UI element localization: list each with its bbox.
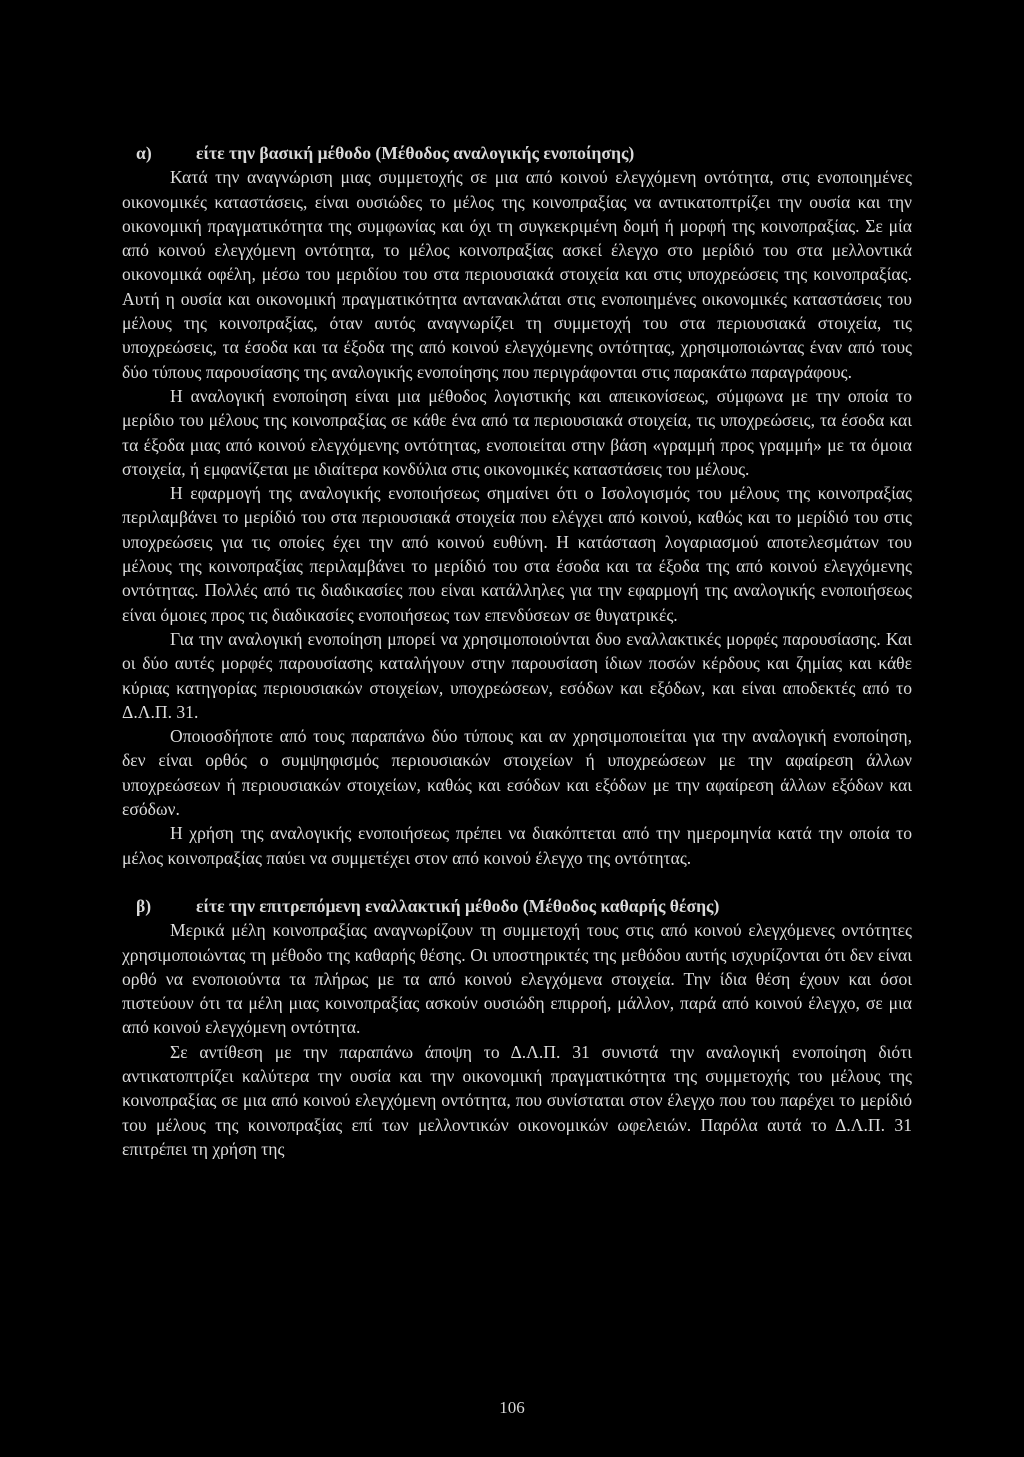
paragraph: Η αναλογική ενοποίηση είναι μια μέθοδος λογιστικής και απεικονίσεως, σύμφωνα με την οποία το μερίδιο του μέλους της κοινοπραξίας σε κάθε ένα από τα περιουσιακά στοιχεία, τις υποχρεώσεις, τα έσοδα και τα έξοδα μιας από κοινού ελεγχόμενης οντότητας, ενοποιείται στην βάση «γραμμή προς γραμμή» με τα όμοια στοιχεία, ή εμφανίζεται με ιδιαίτερα κονδύλια στις οικονομικές καταστάσεις του μέλους. xyxy=(122,385,912,479)
section-spacer xyxy=(122,870,912,894)
section-a-marker: α) xyxy=(136,143,152,163)
paragraph: Κατά την αναγνώριση μιας συμμετοχής σε μια από κοινού ελεγχόμενη οντότητα, στις ενοποιημένες οικονομικές καταστάσεις, είναι ουσιώδες το μέλος της κοινοπραξίας να αντικατοπτρίζει την ουσία και την οικονομική πραγματικότητα της συμφωνίας και όχι τη συγκεκριμένη δομή ή μορφή της κοινοπραξίας. Σε μία από κοινού ελεγχόμενη οντότητα, το μέλος κοινοπραξίας ασκεί έλεγχο στο μερίδιό του στα μελλοντικά οικονομικά οφέλη, μέσω του μεριδίου του στα περιουσιακά στοιχεία και στις υποχρεώσεις της κοινοπραξίας. Αυτή η ουσία και οικονομική πραγματικότητα αντανακλάται στις ενοποιημένες οικονομικές καταστάσεις του μέλους της κοινοπραξίας, όταν αυτός αναγνωρίζει τη συμμετοχή του στα περιουσιακά στοιχεία, τις υποχρεώσεις, τα έσοδα και τα έξοδα της από κοινού ελεγχόμενης οντότητας, χρησιμοποιώντας έναν από τους δύο τύπους παρουσίασης της αναλογικής ενοποίησης που περιγράφονται στις παρακάτω παραγράφους. xyxy=(122,167,912,382)
paragraph: Οποιοσδήποτε από τους παραπάνω δύο τύπους και αν χρησιμοποιείται για την αναλογική ενοποίηση, δεν είναι ορθός ο συμψηφισμός περιουσιακών στοιχείων ή υποχρεώσεων με την αφαίρεση άλλων υποχρεώσεων ή περιουσιακών στοιχείων, καθώς και εσόδων και εξόδων με την αφαίρεση άλλων εξόδων και εσόδων. xyxy=(122,726,912,820)
paragraph: Μερικά μέλη κοινοπραξίας αναγνωρίζουν τη συμμετοχή τους στις από κοινού ελεγχόμενες οντότητες χρησιμοποιώντας τη μέθοδο της καθαρής θέσης. Οι υποστηρικτές της μεθόδου αυτής ισχυρίζονται ότι δεν είναι ορθό να ενοποιούντα τα πλήρως με τα από κοινού ελεγχόμενα στοιχεία. Την ίδια θέση έχουν και όσοι πιστεύουν ότι τα μέλη μιας κοινοπραξίας ασκούν ουσιώδη επιρροή, μάλλον, παρά από κοινού έλεγχο, σε μια από κοινού ελεγχόμενη οντότητα. xyxy=(122,920,912,1038)
page-number: 106 xyxy=(499,1398,525,1417)
section-b-marker: β) xyxy=(136,895,152,916)
document-body xyxy=(122,141,912,1161)
paragraph: Για την αναλογική ενοποίηση μπορεί να χρησιμοποιούνται δυο εναλλακτικές μορφές παρουσίασης. Και οι δύο αυτές μορφές παρουσίασης καταλήγουν στην παρουσίαση ίδιων ποσών κέρδους και ζημίας και κάθε κύριας κατηγορίας περιουσιακών στοιχείων, υποχρεώσεων, εσόδων και εξόδων, και είναι αποδεκτές από το Δ.Λ.Π. 31. xyxy=(122,628,912,722)
paragraph: Σε αντίθεση με την παραπάνω άποψη το Δ.Λ.Π. 31 συνιστά την αναλογική ενοποίηση διότι αντικατοπτρίζει καλύτερα την ουσία και την οικονομική πραγματικότητα της συμμετοχής του μέλους της κοινοπραξίας σε μια από κοινού ελεγχόμενη οντότητα, που συνίσταται στον έλεγχο που του παρέχει το μερίδιό του μέλους της κοινοπραξίας επί των μελλοντικών οικονομικών ωφελειών. Παρόλα αυτά το Δ.Λ.Π. 31 επιτρέπει τη χρήση της xyxy=(122,1041,912,1159)
paragraph: Η χρήση της αναλογικής ενοποιήσεως πρέπει να διακόπτεται από την ημερομηνία κατά την οποία το μέλος κοινοπραξίας παύει να συμμετέχει στον από κοινού έλεγχο της οντότητας. xyxy=(122,823,912,868)
section-a-heading xyxy=(122,141,912,165)
section-b-heading xyxy=(122,894,912,918)
paragraph: Η εφαρμογή της αναλογικής ενοποιήσεως σημαίνει ότι ο Ισολογισμός του μέλους της κοινοπραξίας περιλαμβάνει το μερίδιό του στα περιουσιακά στοιχεία που ελέγχει από κοινού, καθώς και το μερίδιό του στις υποχρεώσεις για τις οποίες έχει την από κοινού ευθύνη. Η κατάσταση λογαριασμού αποτελεσμάτων του μέλους της κοινοπραξίας περιλαμβάνει το μερίδιό του στα έσοδα και τα έξοδα της από κοινού ελεγχόμενης οντότητας. Πολλές από τις διαδικασίες που είναι κατάλληλες για την εφαρμογή της αναλογικής ενοποιήσεως είναι όμοιες προς τις διαδικασίες ενοποιήσεως των επενδύσεων σε θυγατρικές. xyxy=(122,483,912,625)
section-a-title: είτε την βασική μέθοδο (Μέθοδος αναλογικής ενοποίησης) xyxy=(196,143,635,163)
section-b-title: είτε την επιτρεπόμενη εναλλακτική μέθοδο (Μέθοδος καθαρής θέσης) xyxy=(196,895,720,916)
